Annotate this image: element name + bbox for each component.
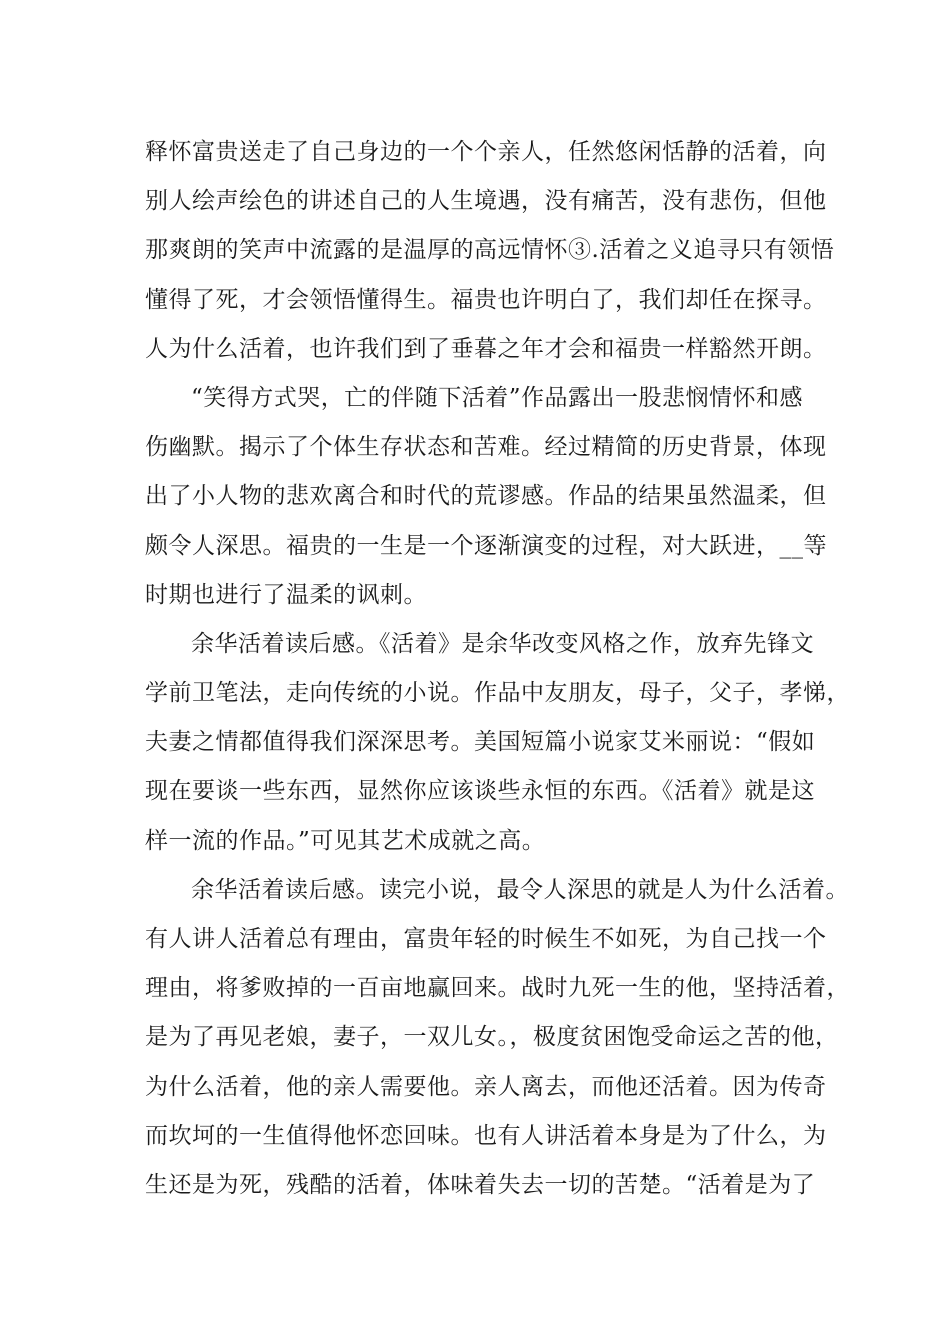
text-line: 人为什么活着，也许我们到了垂暮之年才会和福贵一样豁然开朗。 <box>145 335 827 362</box>
paragraph <box>145 128 835 374</box>
text-line: 样一流的作品。”可见其艺术成就之高。 <box>145 827 546 854</box>
text-line: 出了小人物的悲欢离合和时代的荒谬感。作品的结果虽然温柔，但 <box>145 483 827 510</box>
text-line: 学前卫笔法，走向传统的小说。作品中友朋友，母子，父子，孝悌， <box>145 680 850 707</box>
text-line: 现在要谈一些东西，显然你应该谈些永恒的东西。《活着》就是这 <box>145 778 815 805</box>
text-line: 那爽朗的笑声中流露的是温厚的高远情怀③.活着之义追寻只有领悟 <box>145 237 835 264</box>
text-line: “笑得方式哭，亡的伴随下活着”作品露出一股悲悯情怀和感 <box>191 384 804 411</box>
text-line: 释怀富贵送走了自己身边的一个个亲人，任然悠闲恬静的活着，向 <box>145 139 827 165</box>
text-line: 懂得了死，才会领悟懂得生。福贵也许明白了，我们却任在探寻。 <box>145 286 827 313</box>
text-line: 颇令人深思。福贵的一生是一个逐渐演变的过程，对大跃进，__等 <box>145 532 827 559</box>
paragraph-container <box>145 128 850 1210</box>
text-line: 生还是为死，残酷的活着，体味着失去一切的苦楚。“活着是为了 <box>145 1171 816 1198</box>
text-line: 而坎坷的一生值得他怀恋回味。也有人讲活着本身是为了什么，为 <box>145 1122 827 1149</box>
paragraph <box>145 374 835 620</box>
text-line: 有人讲人活着总有理由，富贵年轻的时候生不如死，为自己找一个 <box>145 926 827 952</box>
text-line: 为什么活着，他的亲人需要他。亲人离去，而他还活着。因为传奇 <box>145 1073 827 1100</box>
text-line: 余华活着读后感。读完小说，最令人深思的就是人为什么活着。 <box>191 876 849 903</box>
paragraph <box>145 866 850 1210</box>
text-line: 别人绘声绘色的讲述自己的人生境遇，没有痛苦，没有悲伤，但他 <box>145 188 827 215</box>
text-line: 夫妻之情都值得我们深深思考。美国短篇小说家艾米丽说：“假如 <box>145 729 816 756</box>
text-line: 伤幽默。揭示了个体生存状态和苦难。经过精简的历史背景，体现 <box>145 434 827 461</box>
text-line: 理由，将爹败掉的一百亩地赢回来。战时九死一生的他，坚持活着， <box>145 975 850 1002</box>
text-line: 时期也进行了温柔的讽刺。 <box>145 581 427 608</box>
document-body <box>145 128 850 1210</box>
text-line: 是为了再见老娘，妻子，一双儿女。，极度贫困饱受命运之苦的他， <box>145 1024 839 1051</box>
text-line: 余华活着读后感。《活着》是余华改变风格之作，放弃先锋文 <box>191 630 814 657</box>
paragraph <box>145 620 850 866</box>
